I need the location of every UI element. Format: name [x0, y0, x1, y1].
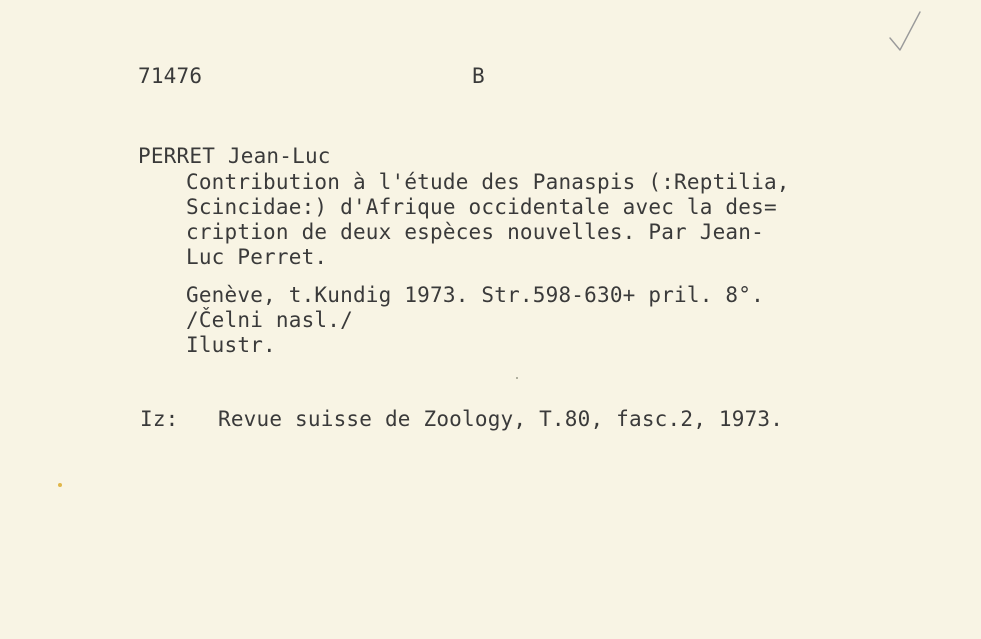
checkmark-icon [886, 8, 926, 56]
imprint-line-2: /Čelni nasl./ [186, 308, 353, 332]
title-line-1: Contribution à l'étude des Panaspis (:Reptilia, [186, 170, 790, 194]
author-heading: PERRET Jean-Luc [138, 144, 331, 168]
source-label: Iz: [140, 407, 179, 431]
accession-number: 71476 [138, 64, 203, 88]
title-line-4: Luc Perret. [186, 245, 328, 269]
ink-spot [58, 483, 62, 487]
title-line-3: cription de deux espèces nouvelles. Par Jean- [186, 220, 764, 244]
title-line-2: Scincidae:) d'Afrique occidentale avec la des= [186, 195, 777, 219]
source-citation: Revue suisse de Zoology, T.80, fasc.2, 1973. [218, 407, 784, 431]
paper-speck [516, 377, 518, 379]
imprint-line-3: Ilustr. [186, 333, 276, 357]
shelf-mark: B [472, 64, 485, 88]
imprint-line-1: Genève, t.Kundig 1973. Str.598-630+ pril. 8°. [186, 283, 764, 307]
